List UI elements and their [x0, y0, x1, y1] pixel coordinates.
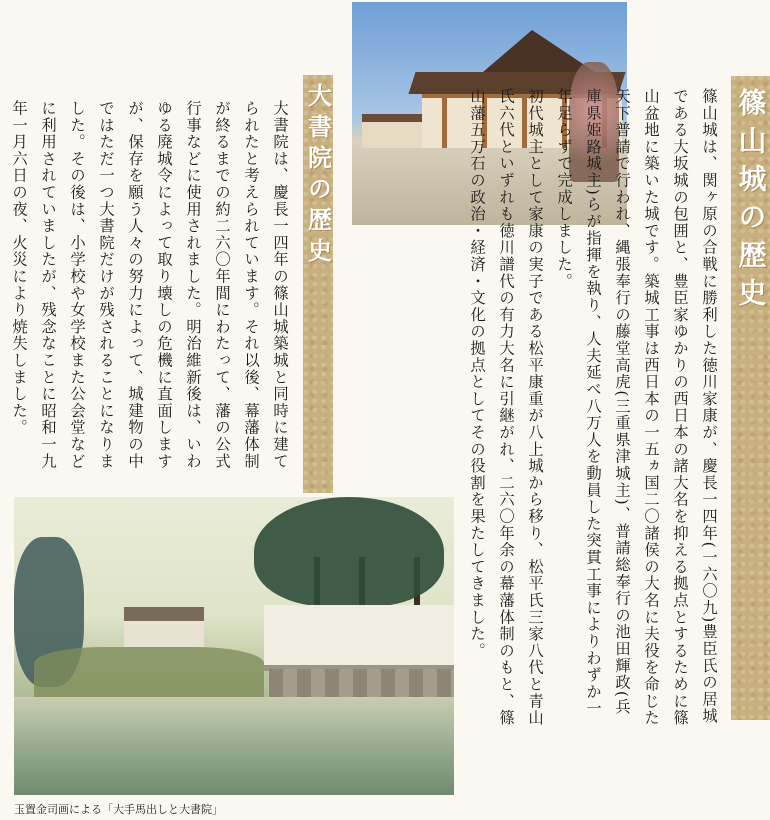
castle-paragraph-2: 初代城主として家康の実子である松平康重が八上城から移り、松平氏三家八代と青山氏六代といずれも徳川譜代の有力大名に引継がれ、二六〇年余の幕藩体制のもと、篠山藩五万石の政治・経済・文化の拠点としてその役割を果たしてきました。 [468, 88, 544, 727]
castle-paragraph-1: 篠山城は、関ヶ原の合戦に勝利した徳川家康が、慶長一四年(一六〇九)豊臣氏の居城である大坂城の包囲と、豊臣家ゆかりの西日本の諸大名を抑える拠点とするために篠山盆地に築いた城です。築城工事は西日本の一五ヵ国二〇諸侯の大名に夫役を命じた天下普請で行われ、縄張奉行の藤堂高虎(三重県津城主)、普請総奉行の池田輝政(兵庫県姫路城主)らが指揮を執り、人夫延べ八万人を動員した突貫工事によりわずか一年足らずで完成しました。 [555, 88, 718, 727]
shoin-history-title: 大書院の歴史 [303, 75, 333, 493]
painting-reeds [34, 647, 264, 702]
castle-history-title: 篠山城の歴史 [731, 76, 770, 720]
painting-caption: 玉置金司画による「大手馬出しと大書院」 [14, 803, 223, 816]
painting-hall [124, 607, 204, 647]
shoin-paragraph-1: 大書院は、慶長一四年の篠山城築城と同時に建てられたと考えられています。それ以後、幕藩体制が終るまでの約二六〇年間にわたって、藩の公式行事などに使用されました。明治維新後は、いわゆる廃城令によって取り壊しの危機に直面しますが、保存を願う人々の努力によって、城建物の中ではただ一つ大書院だけが残されることになりました。その後は、小学校や女学校また公会堂などに利用されていましたが、残念なことに昭和一九年一月六日の夜、火災により焼失しました。 [10, 100, 289, 470]
painting-moat [14, 697, 454, 795]
shoin-history-text [0, 100, 294, 480]
painting-castle-wall [264, 605, 454, 671]
painting-image [14, 497, 454, 795]
painting-tree-right [254, 497, 444, 607]
